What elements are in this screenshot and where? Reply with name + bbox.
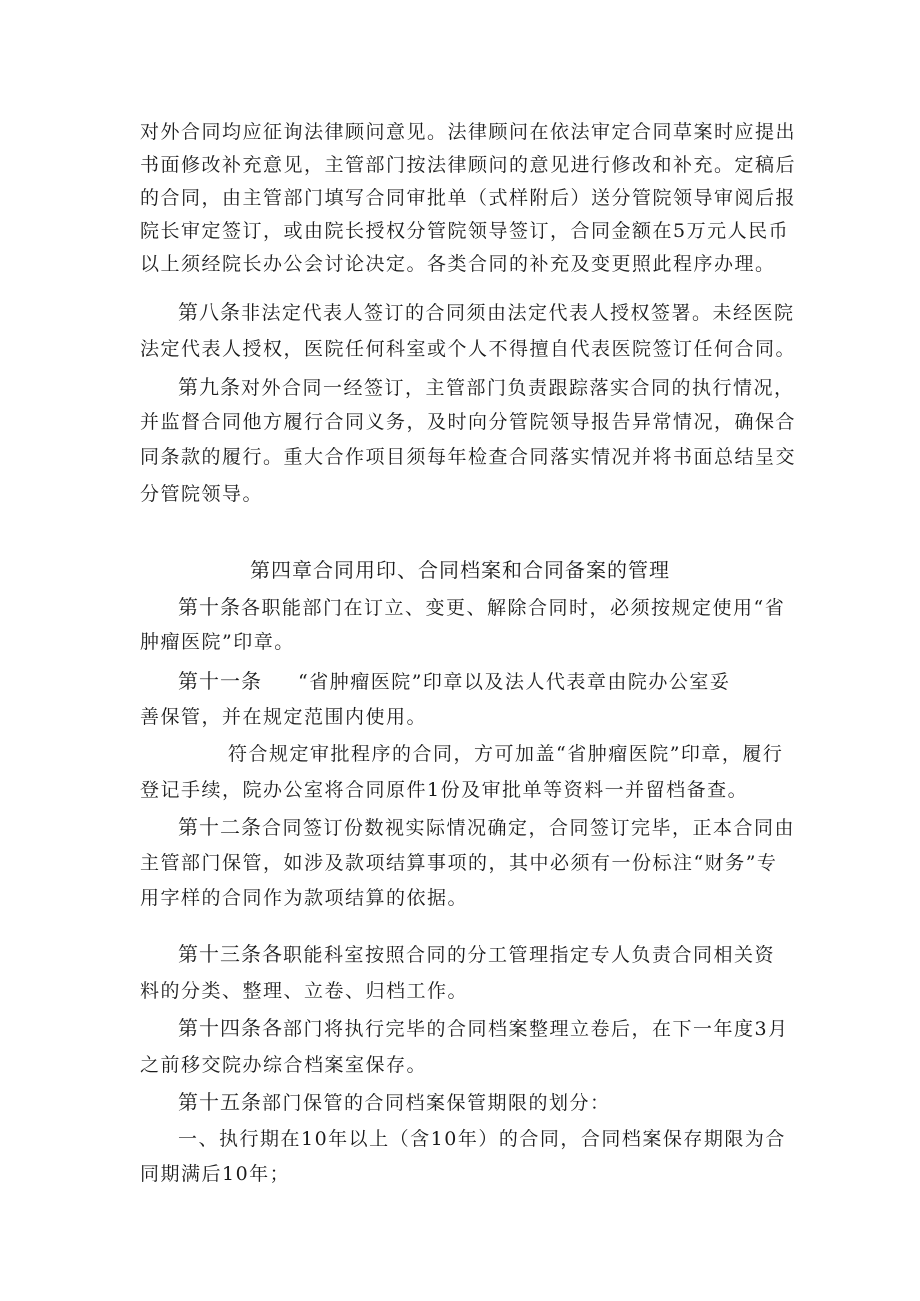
text-line: 善保管，并在规定范围内使用。 bbox=[140, 706, 428, 728]
text-line: 肿瘤医院”印章。 bbox=[140, 631, 295, 653]
text-line: 对外合同均应征询法律顾问意见。法律顾问在依法审定合同草案时应提出 bbox=[140, 121, 797, 143]
text-line: 同期满后10年； bbox=[140, 1163, 291, 1185]
text-line: 书面修改补充意见，主管部门按法律顾问的意见进行修改和补充。定稿后 bbox=[140, 154, 797, 176]
article-10-text: 各职能部门在订立、变更、解除合同时，必须按规定使用“省 bbox=[241, 597, 786, 619]
article-13-text: 职能科室按照合同的分工管理指定专人负责合同相关资 bbox=[283, 944, 776, 966]
text-line: 料的分类、整理、立卷、归档工作。 bbox=[140, 980, 469, 1002]
chapter-heading: 第四章合同用印、合同档案和合同备案的管理 bbox=[250, 558, 670, 582]
text-line: 登记手续，院办公室将合同原件1份及审批单等资料一并留档备查。 bbox=[140, 779, 749, 801]
article-9-label: 第九条 bbox=[178, 375, 241, 399]
article-8-label: 第八条 bbox=[178, 300, 241, 324]
article-9-first-line bbox=[178, 375, 795, 401]
article-14-first-line bbox=[178, 1016, 790, 1042]
article-10-first-line bbox=[178, 595, 790, 621]
text-line: 同条款的履行。重大合作项目须每年检查合同落实情况并将书面总结呈交 bbox=[140, 446, 797, 468]
article-12-label: 第十二条 bbox=[178, 815, 262, 839]
text-line: 法定代表人授权，医院任何科室或个人不得擅自代表医院签订任何合同。 bbox=[140, 338, 797, 360]
article-15-first-line bbox=[178, 1090, 790, 1116]
article-14-text: 部门将执行完毕的合同档案整理立卷后，在下一年度3月 bbox=[283, 1018, 789, 1040]
article-10-label: 第十条 bbox=[178, 595, 241, 619]
text-line: 并监督合同他方履行合同义务，及时向分管院领导报告异常情况，确保合 bbox=[140, 411, 797, 433]
article-13-label: 第十三条各 bbox=[178, 942, 283, 966]
article-15-text: 部门保管的合同档案保管期限的划分： bbox=[262, 1092, 611, 1114]
article-15-label: 第十五条 bbox=[178, 1090, 262, 1114]
article-8-text: 非法定代表人签订的合同须由法定代表人授权签署。未经医院 bbox=[241, 302, 795, 324]
article-12-first-line bbox=[178, 815, 796, 841]
text-line: 的合同，由主管部门填写合同审批单（式样附后）送分管院领导审阅后报 bbox=[140, 187, 797, 209]
text-line: 院长审定签订，或由院长授权分管院领导签订，合同金额在5万元人民币 bbox=[140, 220, 790, 242]
article-8-first-line bbox=[178, 300, 795, 326]
article-14-label: 第十四条各 bbox=[178, 1016, 283, 1040]
article-12-text: 合同签订份数视实际情况确定，合同签订完毕，正本合同由 bbox=[262, 817, 796, 839]
text-line: 主管部门保管，如涉及款项结算事项的，其中必须有一份标注“财务”专 bbox=[140, 852, 778, 874]
article-11-first-line bbox=[178, 669, 790, 695]
article-13-first-line bbox=[178, 942, 790, 968]
text-line: 以上须经院长办公会讨论决定。各类合同的补充及变更照此程序办理。 bbox=[140, 253, 776, 275]
text-line: 用字样的合同作为款项结算的依据。 bbox=[140, 887, 469, 909]
article-11-label: 第十一条 bbox=[178, 669, 262, 693]
text-line: 之前移交院办综合档案室保存。 bbox=[140, 1054, 428, 1076]
text-line: 一、执行期在10年以上（含10年）的合同，合同档案保存期限为合 bbox=[178, 1128, 786, 1150]
article-9-text: 对外合同一经签订，主管部门负责跟踪落实合同的执行情况， bbox=[241, 377, 795, 399]
text-line: 分管院领导。 bbox=[140, 483, 264, 505]
text-line: 符合规定审批程序的合同，方可加盖“省肿瘤医院”印章，履行 bbox=[228, 743, 784, 765]
article-11-text: “省肿瘤医院”印章以及法人代表章由院办公室妥 bbox=[298, 671, 731, 693]
